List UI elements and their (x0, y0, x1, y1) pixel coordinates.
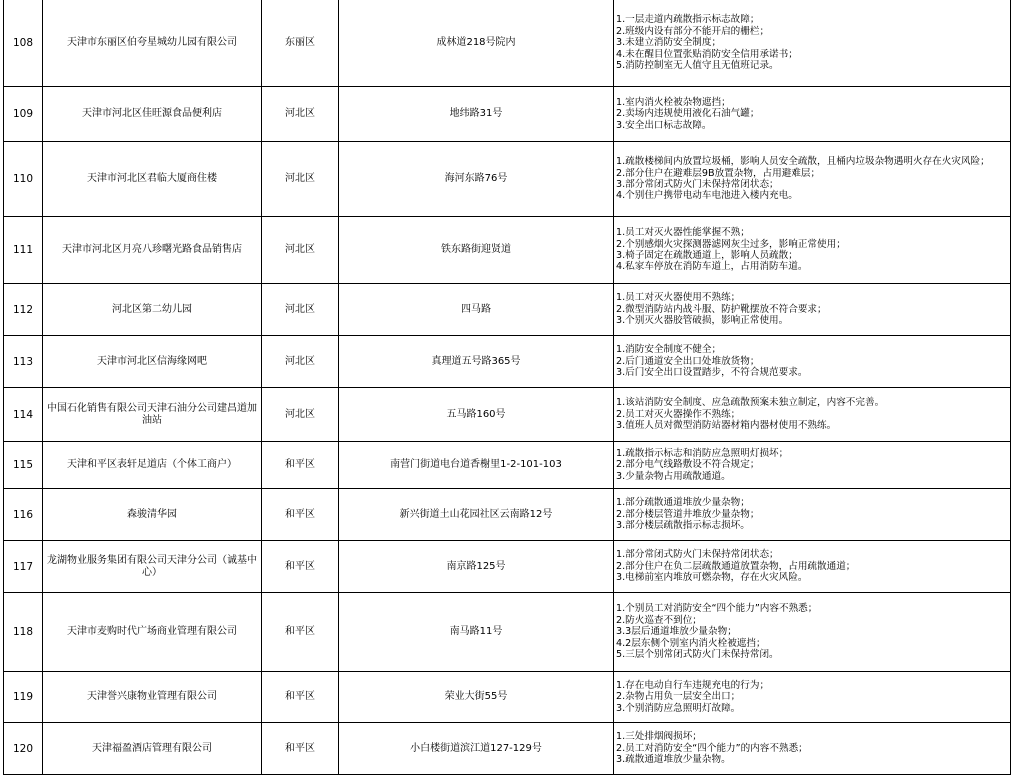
table-row (4, 217, 1011, 284)
issues-cell (614, 284, 1011, 336)
district: 和平区 (262, 489, 339, 541)
issue-item: 3.少量杂物占用疏散通道。 (616, 470, 731, 482)
issues-cell (614, 142, 1011, 217)
issue-item: 5.消防控制室无人值守且无值班记录。 (616, 60, 779, 72)
row-number: 120 (4, 723, 43, 775)
unit-name: 天津市麦购时代广场商业管理有限公司 (43, 593, 262, 672)
district: 和平区 (262, 672, 339, 723)
address: 海河东路76号 (339, 142, 614, 217)
row-number: 115 (4, 442, 43, 489)
unit-name: 天津誉兴康物业管理有限公司 (43, 672, 262, 723)
issue-item: 1.员工对灭火器使用不熟练； (616, 292, 741, 304)
unit-name: 龙湖物业服务集团有限公司天津分公司（诚基中心） (43, 541, 262, 593)
issues-cell (614, 388, 1011, 442)
issue-item: 3.部分楼层疏散指示标志损坏。 (616, 520, 750, 532)
issue-item: 3.部分常闭式防火门未保持常闭状态； (616, 179, 779, 190)
unit-name: 中国石化销售有限公司天津石油分公司建昌道加油站 (43, 388, 262, 442)
issue-item: 3.电梯前室内堆放可燃杂物，存在火灾风险。 (616, 572, 808, 584)
issue-item: 2.防火巡查不到位； (616, 614, 702, 626)
row-number: 111 (4, 217, 43, 284)
address: 南京路125号 (339, 541, 614, 593)
table-row (4, 541, 1011, 593)
district: 和平区 (262, 593, 339, 672)
table-row (4, 723, 1011, 775)
address: 真理道五号路365号 (339, 336, 614, 388)
issues-cell (614, 442, 1011, 489)
address: 荣业大街55号 (339, 672, 614, 723)
issue-item: 2.个别感烟火灾探测器滤网灰尘过多，影响正常使用； (616, 238, 846, 250)
issues-cell (614, 672, 1011, 723)
issue-item: 1.员工对灭火器性能掌握不熟； (616, 227, 750, 239)
unit-name: 天津和平区表轩足道店（个体工商户） (43, 442, 262, 489)
table-row (4, 442, 1011, 489)
issue-item: 2.员工对消防安全“四个能力”的内容不熟悉； (616, 742, 808, 754)
address: 四马路 (339, 284, 614, 336)
issue-item: 3.安全出口标志故障。 (616, 119, 712, 131)
issue-item: 1.该站消防安全制度、应急疏散预案未独立制定，内容不完善。 (616, 397, 885, 409)
inspection-table (3, 0, 1011, 775)
issue-item: 1.部分疏散通道堆放少量杂物； (616, 497, 750, 509)
row-number: 112 (4, 284, 43, 336)
district: 河北区 (262, 142, 339, 217)
row-number: 117 (4, 541, 43, 593)
issues-cell (614, 593, 1011, 672)
issue-item: 3.值班人员对微型消防站器材箱内器材使用不熟练。 (616, 420, 837, 432)
inspection-table-body (4, 0, 1011, 775)
unit-name: 天津市东丽区伯夸星城幼儿园有限公司 (43, 0, 262, 87)
table-row (4, 336, 1011, 388)
issue-item: 3.个别灭火器胶管破损，影响正常使用。 (616, 315, 789, 327)
unit-name: 河北区第二幼儿园 (43, 284, 262, 336)
issue-item: 3.个别消防应急照明灯故障。 (616, 702, 741, 714)
unit-name: 森骏清华园 (43, 489, 262, 541)
issue-item: 1.个别员工对消防安全“四个能力”内容不熟悉； (616, 603, 818, 615)
issue-item: 2.部分楼层管道井堆放少量杂物； (616, 508, 760, 520)
issue-item: 3.未建立消防安全制度； (616, 37, 722, 49)
issue-item: 2.部分住户在负二层疏散通道放置杂物，占用疏散通道； (616, 560, 856, 572)
table-row (4, 489, 1011, 541)
issue-item: 2.部分电气线路敷设不符合规定； (616, 459, 760, 471)
issue-item: 1.一层走道内疏散指示标志故障； (616, 14, 760, 26)
issue-item: 2.微型消防站内战斗服、防护靴摆放不符合要求； (616, 303, 827, 315)
unit-name: 天津市河北区佳旺源食品便利店 (43, 87, 262, 142)
issue-item: 4.未在醒目位置张贴消防安全信用承诺书； (616, 48, 798, 60)
issue-item: 3.椅子固定在疏散通道上，影响人员疏散； (616, 250, 798, 261)
row-number: 113 (4, 336, 43, 388)
district: 东丽区 (262, 0, 339, 87)
table-row (4, 0, 1011, 87)
issue-item: 2.卖场内违规使用液化石油气罐； (616, 108, 760, 120)
address: 南马路11号 (339, 593, 614, 672)
issue-item: 2.员工对灭火器操作不熟练； (616, 408, 741, 420)
issues-cell (614, 489, 1011, 541)
issue-item: 2.杂物占用负一层安全出口； (616, 691, 741, 703)
address: 铁东路街迎贤道 (339, 217, 614, 284)
issue-item: 1.疏散楼梯间内放置垃圾桶，影响人员安全疏散，且桶内垃圾杂物遇明火存在火灾风险； (616, 156, 990, 168)
address: 成林道218号院内 (339, 0, 614, 87)
row-number: 109 (4, 87, 43, 142)
issue-item: 1.存在电动自行车违规充电的行为； (616, 679, 770, 691)
issue-item: 4.私家车停放在消防车道上，占用消防车道。 (616, 261, 808, 273)
district: 和平区 (262, 541, 339, 593)
address: 小白楼街道滨江道127-129号 (339, 723, 614, 775)
issue-item: 2.后门通道安全出口处堆放货物； (616, 355, 760, 367)
unit-name: 天津市河北区君临大厦商住楼 (43, 142, 262, 217)
table-row (4, 672, 1011, 723)
address: 地纬路31号 (339, 87, 614, 142)
issue-item: 4.个别住户携带电动车电池进入楼内充电。 (616, 190, 798, 202)
issue-item: 3.疏散通道堆放少量杂物。 (616, 754, 731, 766)
unit-name: 天津市河北区月亮八珍曙光路食品销售店 (43, 217, 262, 284)
issue-item: 4.2层东侧个别室内消火栓被遮挡； (616, 637, 766, 649)
district: 和平区 (262, 442, 339, 489)
unit-name: 天津福盈酒店管理有限公司 (43, 723, 262, 775)
issue-item: 1.消防安全制度不健全； (616, 344, 722, 356)
table-row (4, 142, 1011, 217)
address: 新兴街道土山花园社区云南路12号 (339, 489, 614, 541)
unit-name: 天津市河北区信海缘网吧 (43, 336, 262, 388)
issues-cell (614, 217, 1011, 284)
district: 河北区 (262, 336, 339, 388)
row-number: 110 (4, 142, 43, 217)
district: 河北区 (262, 284, 339, 336)
issues-cell (614, 0, 1011, 87)
issues-cell (614, 723, 1011, 775)
issue-item: 1.疏散指示标志和消防应急照明灯损坏； (616, 447, 789, 459)
table-row (4, 87, 1011, 142)
issue-item: 3.3层后通道堆放少量杂物； (616, 626, 737, 638)
row-number: 116 (4, 489, 43, 541)
issues-cell (614, 541, 1011, 593)
issue-item: 5.三层个别常闭式防火门未保持常闭。 (616, 649, 779, 661)
issue-item: 2.班级内设有部分不能开启的栅栏； (616, 25, 770, 37)
district: 河北区 (262, 388, 339, 442)
address: 南营门街道电台道香榭里1-2-101-103 (339, 442, 614, 489)
district: 河北区 (262, 217, 339, 284)
issue-item: 1.部分常闭式防火门未保持常闭状态； (616, 549, 779, 561)
issues-cell (614, 87, 1011, 142)
district: 和平区 (262, 723, 339, 775)
address: 五马路160号 (339, 388, 614, 442)
issue-item: 1.室内消火栓被杂物遮挡； (616, 96, 731, 108)
district: 河北区 (262, 87, 339, 142)
row-number: 108 (4, 0, 43, 87)
table-row (4, 284, 1011, 336)
table-row (4, 593, 1011, 672)
issue-item: 1.三处排烟阀损坏； (616, 731, 702, 743)
issues-cell (614, 336, 1011, 388)
row-number: 114 (4, 388, 43, 442)
issue-item: 3.后门安全出口设置踏步，不符合规范要求。 (616, 367, 808, 379)
row-number: 119 (4, 672, 43, 723)
row-number: 118 (4, 593, 43, 672)
issue-item: 2.部分住户在避难层9B放置杂物，占用避难层； (616, 167, 821, 179)
table-row (4, 388, 1011, 442)
